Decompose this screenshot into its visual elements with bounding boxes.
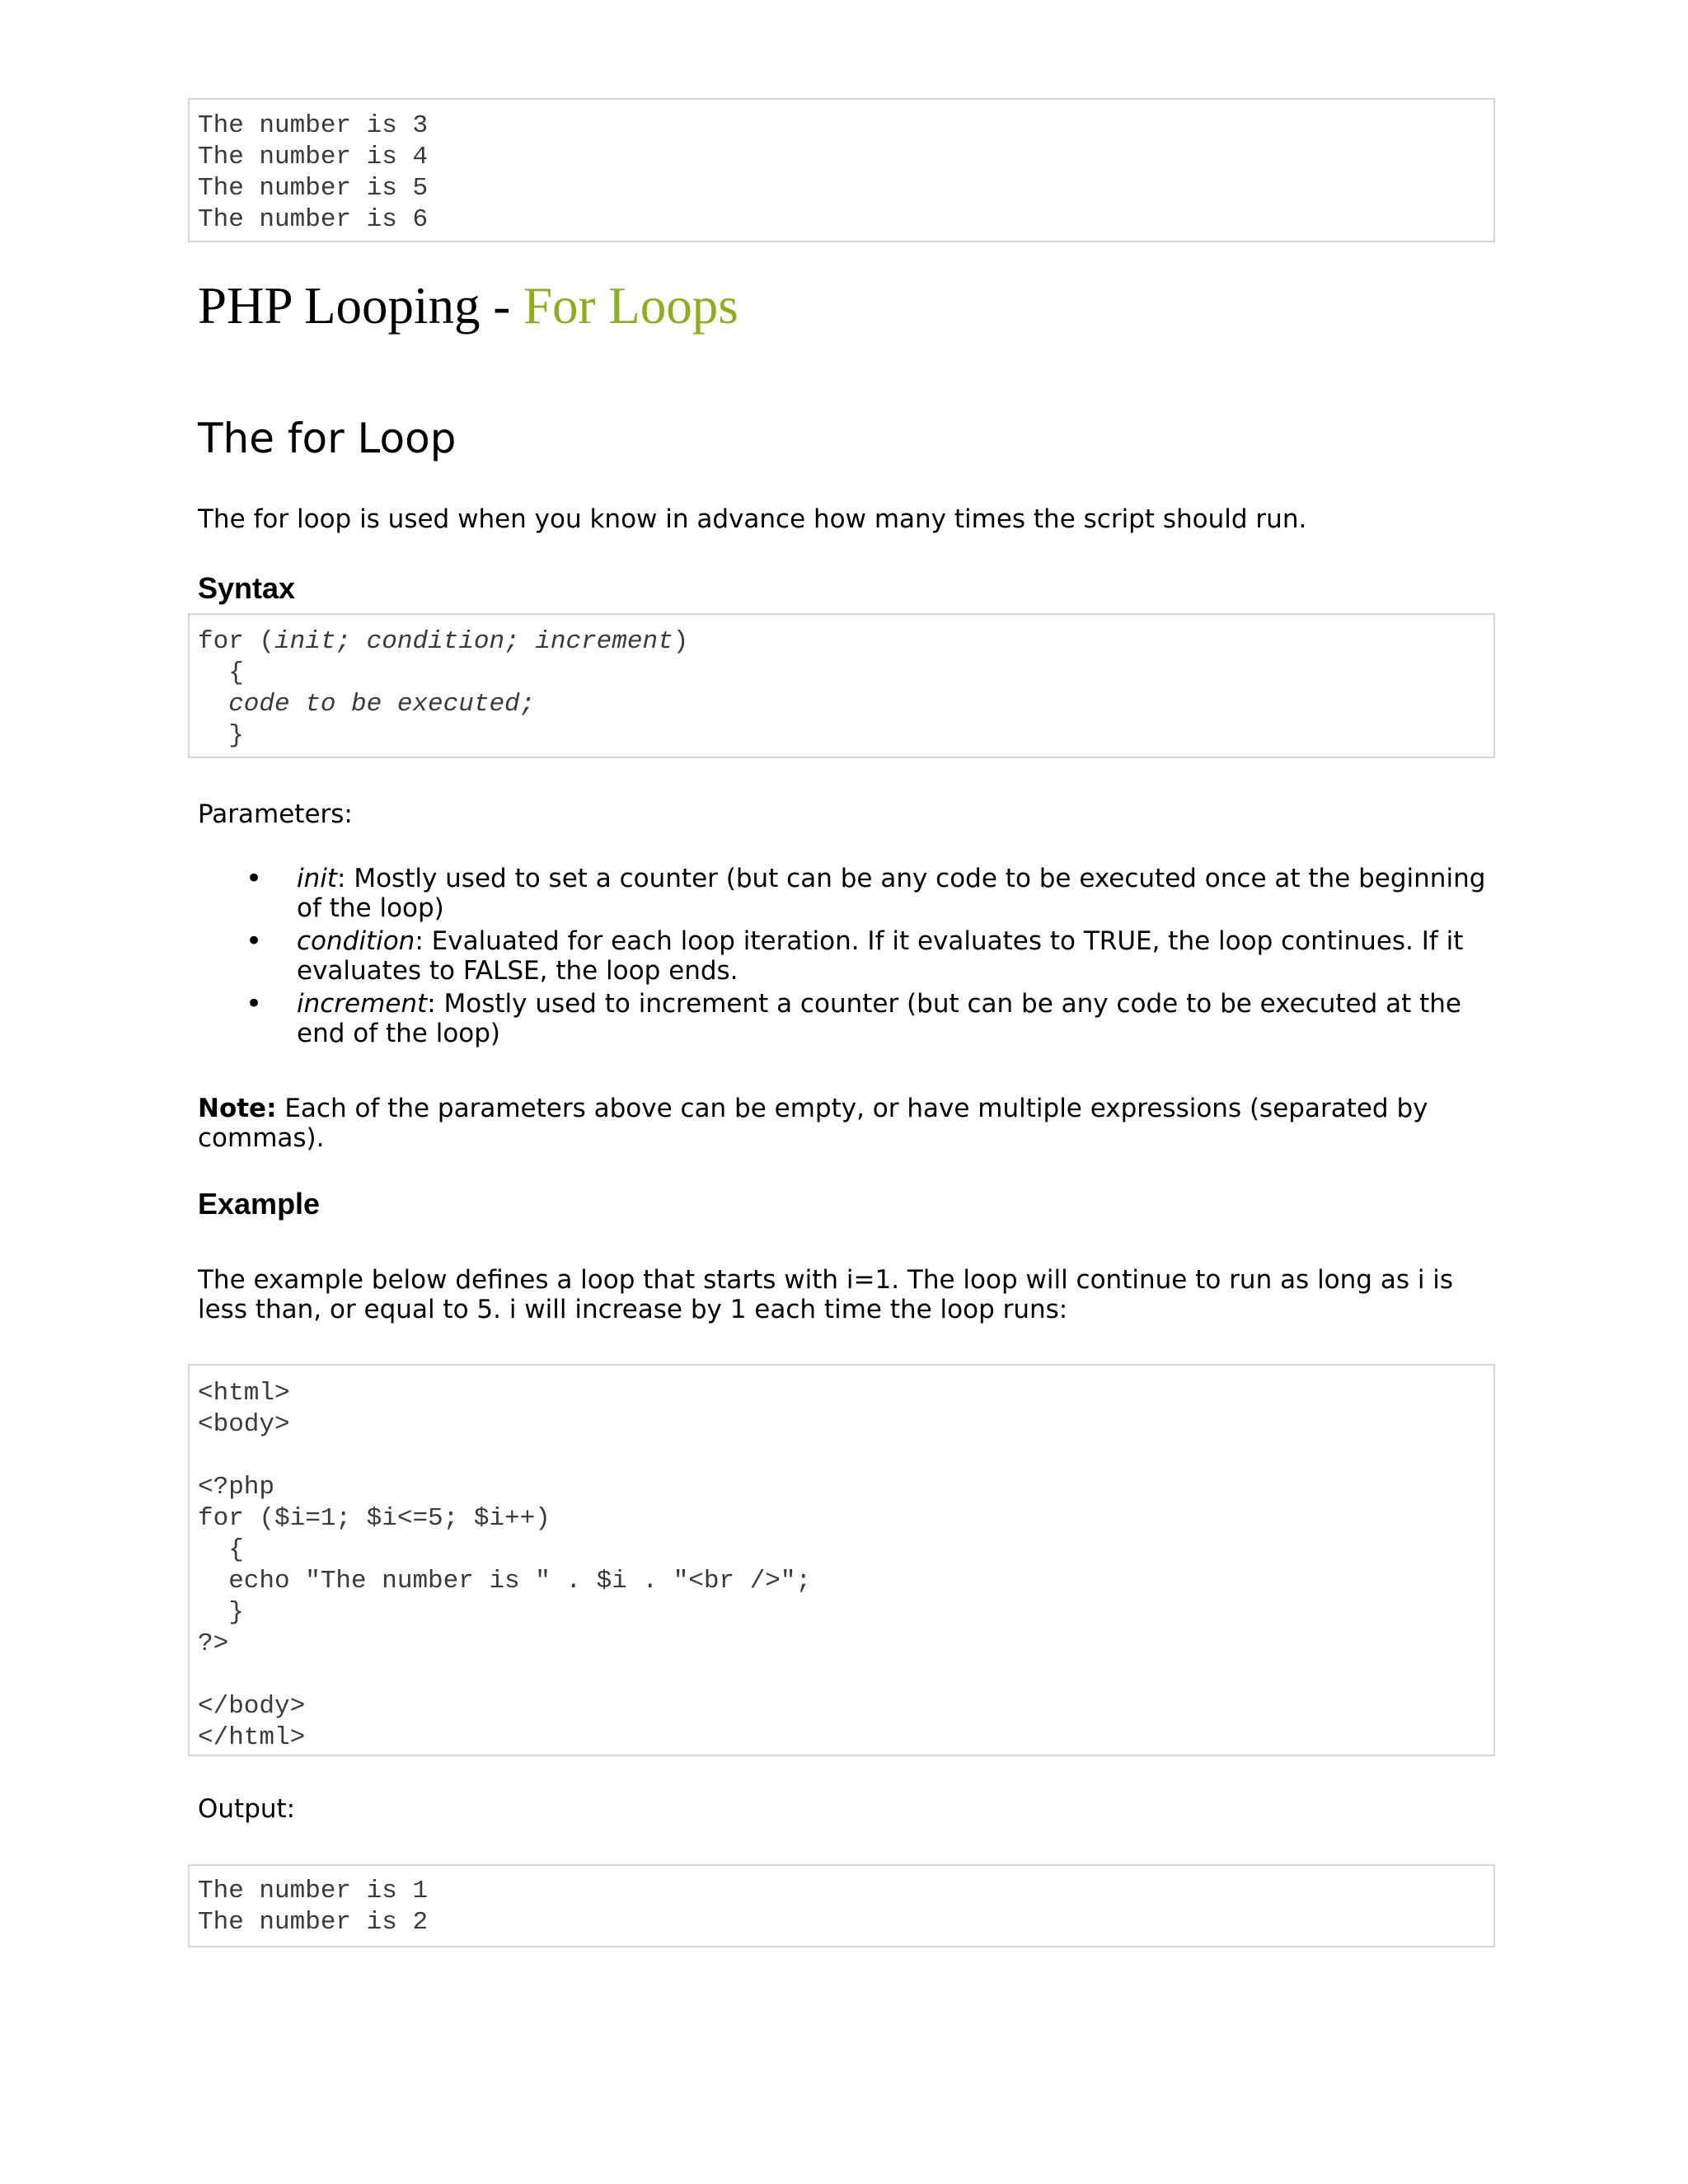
note-paragraph (198, 1094, 1492, 1153)
example-heading: Example (198, 1187, 321, 1221)
code-line: ?> (198, 1629, 229, 1658)
syntax-line-close-brace: } (198, 721, 244, 750)
parameter-term: init (297, 864, 338, 893)
code-line: echo "The number is " . $i . "<br />"; (198, 1567, 812, 1596)
code-line: </html> (198, 1723, 306, 1752)
list-item (198, 926, 1500, 986)
syntax-line-open-brace: { (198, 658, 244, 687)
output-line: The number is 6 (198, 205, 429, 234)
syntax-line-for (190, 626, 1493, 658)
bottom-output-box (188, 1864, 1495, 1947)
list-item (198, 864, 1500, 923)
page-title-prefix: PHP Looping - (198, 277, 523, 335)
parameter-term: increment (297, 989, 428, 1019)
list-item (198, 989, 1500, 1048)
output-line: The number is 4 (198, 143, 429, 171)
output-line: The number is 1 (198, 1877, 429, 1905)
page-title-accent: For Loops (523, 277, 738, 335)
syntax-code-box (188, 613, 1495, 758)
bullet-icon: • (246, 925, 263, 958)
code-line: { (198, 1535, 244, 1564)
section-heading: The for Loop (198, 415, 457, 462)
code-line (190, 1660, 1493, 1691)
parameter-description: : Evaluated for each loop iteration. If it evaluates to TRUE, the loop continues. If it evaluates to FALSE, the loop ends. (297, 926, 1464, 986)
code-line (190, 1441, 1493, 1472)
output-line: The number is 2 (198, 1908, 429, 1937)
syntax-line-body: code to be executed; (198, 690, 536, 719)
syntax-for-close: ) (673, 627, 689, 656)
example-code-box (188, 1364, 1495, 1756)
intro-paragraph: The for loop is used when you know in advance how many times the script should run. (198, 504, 1307, 534)
output-line: The number is 3 (198, 111, 429, 140)
parameter-description: : Mostly used to set a counter (but can be any code to be executed once at the beginning of the loop) (297, 864, 1486, 923)
bullet-icon: • (246, 987, 263, 1020)
output-line: The number is 5 (198, 174, 429, 203)
code-line: } (198, 1598, 244, 1627)
code-line: <html> (198, 1379, 290, 1408)
bullet-icon: • (246, 862, 263, 895)
parameters-label: Parameters: (198, 799, 353, 829)
parameters-list (198, 864, 1500, 1048)
note-text: Each of the parameters above can be empty, or have multiple expressions (separated by commas). (198, 1094, 1428, 1153)
parameter-description: : Mostly used to increment a counter (but can be any code to be executed at the end of the loop) (297, 989, 1461, 1048)
example-description: The example below defines a loop that starts with i=1. The loop will continue to run as long as i is less than, or equal to 5. i will increase by 1 each time the loop runs: (198, 1265, 1454, 1324)
syntax-for-args: init; condition; increment (274, 627, 673, 656)
code-line: for ($i=1; $i<=5; $i++) (198, 1504, 551, 1533)
code-line: </body> (198, 1692, 306, 1721)
output-label: Output: (198, 1794, 296, 1824)
code-line: <?php (198, 1473, 275, 1502)
code-line: <body> (198, 1410, 290, 1439)
page-title (198, 276, 738, 336)
note-label: Note: (198, 1094, 277, 1123)
syntax-heading: Syntax (198, 571, 296, 605)
parameter-term: condition (297, 926, 415, 956)
top-output-box (188, 98, 1495, 242)
syntax-for-keyword: for ( (198, 627, 275, 656)
